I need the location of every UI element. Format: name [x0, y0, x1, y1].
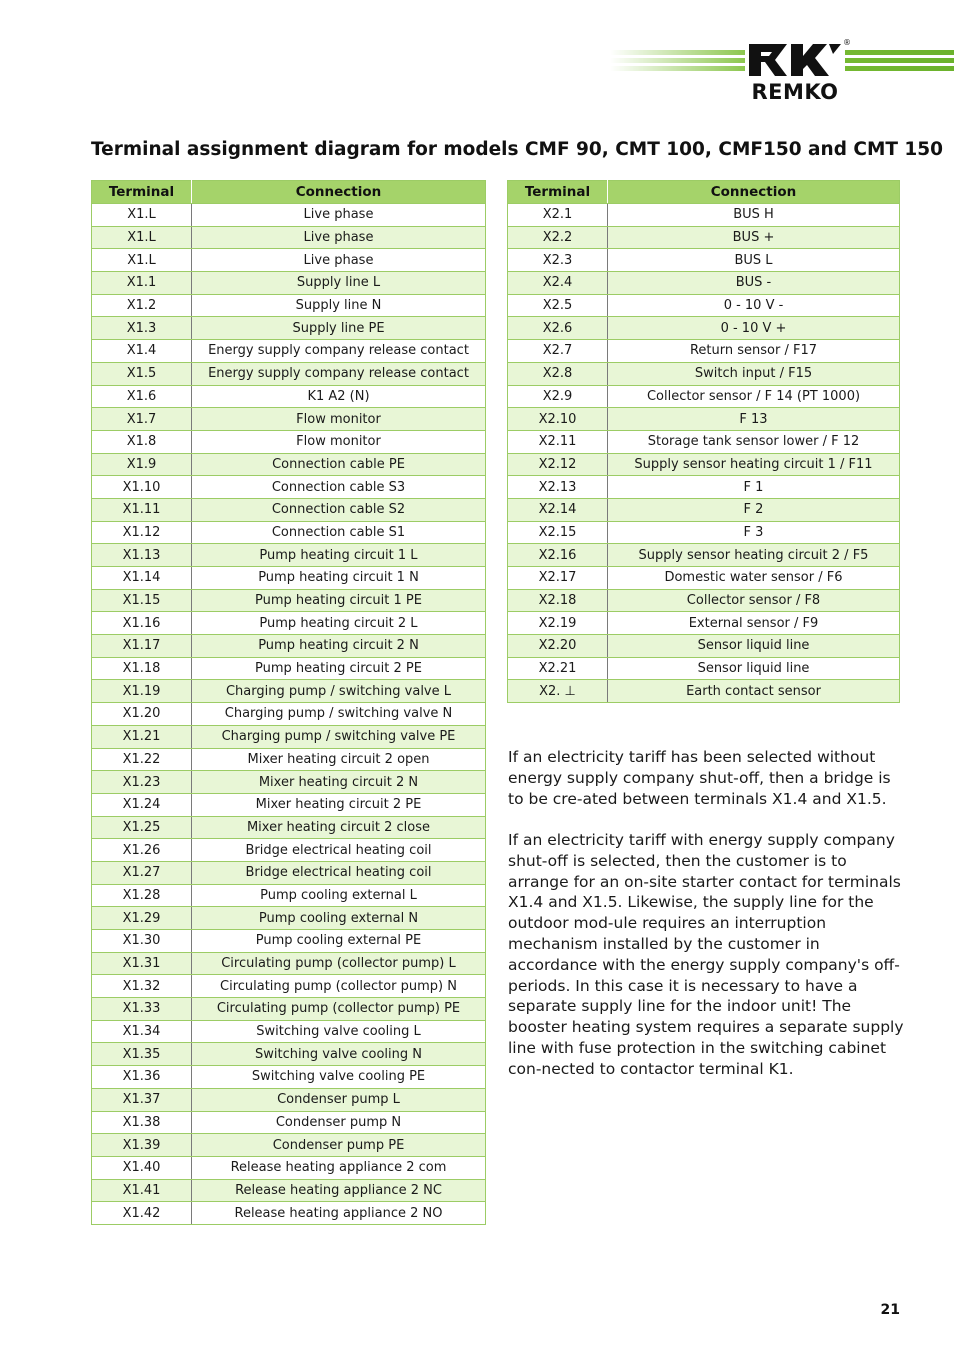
- connection-cell: BUS +: [608, 226, 900, 249]
- table-row: [92, 498, 486, 521]
- terminal-cell: X1.9: [92, 453, 192, 476]
- connection-cell: K1 A2 (N): [192, 385, 486, 408]
- terminal-cell: X1.15: [92, 589, 192, 612]
- table-row: [508, 544, 900, 567]
- connection-cell: Charging pump / switching valve L: [192, 680, 486, 703]
- table-row: [508, 680, 900, 703]
- terminal-cell: X1.5: [92, 362, 192, 385]
- table-row: [92, 430, 486, 453]
- table-row: [508, 521, 900, 544]
- table-row: [92, 816, 486, 839]
- table-row: [92, 680, 486, 703]
- logo-text: REMKO: [751, 80, 839, 104]
- connection-cell: Energy supply company release contact: [192, 362, 486, 385]
- terminal-cell: X2.6: [508, 317, 608, 340]
- terminal-cell: X2.2: [508, 226, 608, 249]
- table-row: [92, 861, 486, 884]
- table-row: [92, 249, 486, 272]
- connection-cell: Sensor liquid line: [608, 657, 900, 680]
- table-header-row: [508, 181, 900, 204]
- page-title: Terminal assignment diagram for models CMF 90, CMT 100, CMF150 and CMT 150: [91, 139, 944, 160]
- terminal-cell: X1.35: [92, 1043, 192, 1066]
- connection-cell: Switching valve cooling N: [192, 1043, 486, 1066]
- registered-mark: ®: [843, 38, 851, 47]
- connection-cell: 0 - 10 V +: [608, 317, 900, 340]
- connection-cell: Pump cooling external N: [192, 907, 486, 930]
- table-header-row: [92, 181, 486, 204]
- connection-cell: F 13: [608, 408, 900, 431]
- connection-cell: Condenser pump PE: [192, 1134, 486, 1157]
- terminal-cell: X1.22: [92, 748, 192, 771]
- table-row: [92, 204, 486, 227]
- terminal-cell: X1.30: [92, 930, 192, 953]
- table-row: [508, 476, 900, 499]
- terminal-cell: X2.9: [508, 385, 608, 408]
- table-row: [508, 408, 900, 431]
- terminal-cell: X1.L: [92, 249, 192, 272]
- terminal-cell: X1.18: [92, 657, 192, 680]
- connection-cell: BUS -: [608, 272, 900, 295]
- connection-cell: Connection cable S1: [192, 521, 486, 544]
- connection-cell: Energy supply company release contact: [192, 340, 486, 363]
- connection-cell: Bridge electrical heating coil: [192, 839, 486, 862]
- table-row: [92, 1156, 486, 1179]
- note-paragraph-bridge: If an electricity tariff has been selected without energy supply company shut-off, then a bridge is to be cre-ated between terminals X1.4 and X1.5.: [508, 748, 891, 808]
- table-row: [92, 1088, 486, 1111]
- connection-cell: Storage tank sensor lower / F 12: [608, 430, 900, 453]
- connection-cell: Domestic water sensor / F6: [608, 567, 900, 590]
- table-row: [92, 975, 486, 998]
- terminal-cell: X2.14: [508, 498, 608, 521]
- terminal-cell: X1.40: [92, 1156, 192, 1179]
- terminal-cell: X1.14: [92, 567, 192, 590]
- terminal-cell: X2.21: [508, 657, 608, 680]
- terminal-cell: X1.33: [92, 998, 192, 1021]
- note-paragraph-shutoff: If an electricity tariff with energy supply company shut-off is selected, then the customer is to arrange for an on-site starter contact for terminals X1.4 and X1.5. Likewise, the supply line for the outdoor mod-ule requires an interruption mechanism installed by the customer in accordance with the energy supply company's off-periods. In this case it is necessary to have a separate supply line for the indoor unit! The booster heating system requires a separate supply line with fuse protection in the switching cabinet con-nected to contactor terminal K1.: [508, 831, 904, 1078]
- connection-cell: Pump heating circuit 1 N: [192, 567, 486, 590]
- table-row: [508, 635, 900, 658]
- terminal-cell: X1.25: [92, 816, 192, 839]
- table-row: [92, 1020, 486, 1043]
- terminal-cell: X1.32: [92, 975, 192, 998]
- terminal-cell: X2.18: [508, 589, 608, 612]
- terminal-cell: X2.12: [508, 453, 608, 476]
- column-header-connection: Connection: [192, 181, 486, 204]
- table-row: [92, 703, 486, 726]
- table-row: [508, 317, 900, 340]
- remko-logo-mark-icon: [745, 40, 845, 80]
- terminal-cell: X2.3: [508, 249, 608, 272]
- terminal-cell: X2.7: [508, 340, 608, 363]
- table-row: [508, 498, 900, 521]
- table-row: [508, 657, 900, 680]
- table-row: [508, 589, 900, 612]
- terminal-cell: X1.39: [92, 1134, 192, 1157]
- table-row: [92, 317, 486, 340]
- table-row: [92, 567, 486, 590]
- table-row: [92, 408, 486, 431]
- table-row: [92, 771, 486, 794]
- terminal-cell: X1.38: [92, 1111, 192, 1134]
- table-row: [92, 635, 486, 658]
- connection-cell: 0 - 10 V -: [608, 294, 900, 317]
- connection-cell: Mixer heating circuit 2 PE: [192, 793, 486, 816]
- terminal-cell: X1.6: [92, 385, 192, 408]
- table-row: [508, 362, 900, 385]
- table-row: [92, 1134, 486, 1157]
- connection-cell: Switch input / F15: [608, 362, 900, 385]
- connection-cell: Circulating pump (collector pump) L: [192, 952, 486, 975]
- connection-cell: Supply sensor heating circuit 2 / F5: [608, 544, 900, 567]
- connection-cell: F 1: [608, 476, 900, 499]
- terminal-cell: X1.4: [92, 340, 192, 363]
- table-row: [92, 612, 486, 635]
- terminal-cell: X1.34: [92, 1020, 192, 1043]
- terminal-cell: X1.L: [92, 226, 192, 249]
- connection-cell: Pump heating circuit 2 PE: [192, 657, 486, 680]
- connection-cell: Live phase: [192, 249, 486, 272]
- terminal-cell: X2.8: [508, 362, 608, 385]
- table-row: [92, 839, 486, 862]
- table-row: [92, 340, 486, 363]
- table-row: [92, 544, 486, 567]
- table-row: [92, 362, 486, 385]
- right-terminal-table: [507, 180, 900, 703]
- table-row: [92, 589, 486, 612]
- table-row: [92, 1179, 486, 1202]
- terminal-cell: X1.17: [92, 635, 192, 658]
- connection-cell: Release heating appliance 2 NC: [192, 1179, 486, 1202]
- connection-cell: Supply line N: [192, 294, 486, 317]
- connection-cell: Circulating pump (collector pump) N: [192, 975, 486, 998]
- remko-logo: [745, 38, 851, 104]
- terminal-cell: X1.28: [92, 884, 192, 907]
- terminal-cell: X1.8: [92, 430, 192, 453]
- table-row: [92, 453, 486, 476]
- connection-cell: Charging pump / switching valve N: [192, 703, 486, 726]
- table-row: [92, 657, 486, 680]
- terminal-cell: X2. ⊥: [508, 680, 608, 703]
- terminal-cell: X1.11: [92, 498, 192, 521]
- terminal-cell: X1.37: [92, 1088, 192, 1111]
- terminal-cell: X2.19: [508, 612, 608, 635]
- table-row: [508, 294, 900, 317]
- table-row: [508, 567, 900, 590]
- table-row: [92, 521, 486, 544]
- table-row: [92, 1111, 486, 1134]
- connection-cell: Mixer heating circuit 2 N: [192, 771, 486, 794]
- connection-cell: Flow monitor: [192, 430, 486, 453]
- table-row: [92, 1202, 486, 1225]
- terminal-cell: X1.24: [92, 793, 192, 816]
- connection-cell: Release heating appliance 2 NO: [192, 1202, 486, 1225]
- connection-cell: Condenser pump N: [192, 1111, 486, 1134]
- table-row: [92, 793, 486, 816]
- column-header-connection: Connection: [608, 181, 900, 204]
- connection-cell: Bridge electrical heating coil: [192, 861, 486, 884]
- table-row: [92, 748, 486, 771]
- table-row: [92, 952, 486, 975]
- connection-cell: Pump heating circuit 1 PE: [192, 589, 486, 612]
- table-row: [92, 930, 486, 953]
- connection-cell: Connection cable S2: [192, 498, 486, 521]
- terminal-cell: X1.7: [92, 408, 192, 431]
- terminal-cell: X1.21: [92, 725, 192, 748]
- terminal-cell: X2.16: [508, 544, 608, 567]
- terminal-cell: X1.16: [92, 612, 192, 635]
- connection-cell: F 3: [608, 521, 900, 544]
- connection-cell: Connection cable PE: [192, 453, 486, 476]
- terminal-cell: X2.20: [508, 635, 608, 658]
- terminal-cell: X1.20: [92, 703, 192, 726]
- table-row: [92, 476, 486, 499]
- connection-cell: Pump heating circuit 2 L: [192, 612, 486, 635]
- connection-cell: Live phase: [192, 226, 486, 249]
- terminal-cell: X1.19: [92, 680, 192, 703]
- terminal-cell: X2.10: [508, 408, 608, 431]
- left-terminal-table: [91, 180, 486, 1225]
- table-row: [92, 272, 486, 295]
- table-row: [92, 884, 486, 907]
- terminal-cell: X1.12: [92, 521, 192, 544]
- connection-cell: Release heating appliance 2 com: [192, 1156, 486, 1179]
- connection-cell: Supply line PE: [192, 317, 486, 340]
- terminal-cell: X2.15: [508, 521, 608, 544]
- table-row: [92, 1066, 486, 1089]
- terminal-cell: X1.10: [92, 476, 192, 499]
- terminal-cell: X1.23: [92, 771, 192, 794]
- terminal-cell: X2.4: [508, 272, 608, 295]
- table-row: [508, 340, 900, 363]
- table-row: [508, 249, 900, 272]
- connection-cell: Pump heating circuit 1 L: [192, 544, 486, 567]
- connection-cell: Collector sensor / F8: [608, 589, 900, 612]
- connection-cell: Mixer heating circuit 2 open: [192, 748, 486, 771]
- column-header-terminal: Terminal: [508, 181, 608, 204]
- connection-cell: Mixer heating circuit 2 close: [192, 816, 486, 839]
- terminal-cell: X1.13: [92, 544, 192, 567]
- terminal-cell: X1.42: [92, 1202, 192, 1225]
- connection-cell: External sensor / F9: [608, 612, 900, 635]
- table-row: [92, 294, 486, 317]
- terminal-cell: X2.1: [508, 204, 608, 227]
- connection-cell: Flow monitor: [192, 408, 486, 431]
- table-row: [92, 907, 486, 930]
- connection-cell: Pump cooling external L: [192, 884, 486, 907]
- connection-cell: Sensor liquid line: [608, 635, 900, 658]
- connection-cell: Return sensor / F17: [608, 340, 900, 363]
- connection-cell: Charging pump / switching valve PE: [192, 725, 486, 748]
- connection-cell: Pump heating circuit 2 N: [192, 635, 486, 658]
- terminal-cell: X2.13: [508, 476, 608, 499]
- terminal-cell: X1.27: [92, 861, 192, 884]
- connection-cell: BUS H: [608, 204, 900, 227]
- terminal-cell: X1.3: [92, 317, 192, 340]
- connection-cell: Condenser pump L: [192, 1088, 486, 1111]
- connection-cell: Collector sensor / F 14 (PT 1000): [608, 385, 900, 408]
- table-row: [92, 725, 486, 748]
- terminal-cell: X1.26: [92, 839, 192, 862]
- terminal-cell: X1.31: [92, 952, 192, 975]
- connection-cell: Circulating pump (collector pump) PE: [192, 998, 486, 1021]
- connection-cell: Earth contact sensor: [608, 680, 900, 703]
- connection-cell: Connection cable S3: [192, 476, 486, 499]
- connection-cell: F 2: [608, 498, 900, 521]
- connection-cell: Switching valve cooling PE: [192, 1066, 486, 1089]
- terminal-cell: X1.41: [92, 1179, 192, 1202]
- table-row: [508, 453, 900, 476]
- terminal-cell: X1.L: [92, 204, 192, 227]
- table-row: [92, 1043, 486, 1066]
- terminal-cell: X2.17: [508, 567, 608, 590]
- connection-cell: BUS L: [608, 249, 900, 272]
- table-row: [508, 226, 900, 249]
- table-row: [92, 385, 486, 408]
- terminal-cell: X2.11: [508, 430, 608, 453]
- table-row: [508, 272, 900, 295]
- connection-cell: Switching valve cooling L: [192, 1020, 486, 1043]
- terminal-cell: X1.1: [92, 272, 192, 295]
- table-row: [508, 385, 900, 408]
- page-number: 21: [880, 1302, 900, 1318]
- table-row: [508, 204, 900, 227]
- table-row: [508, 430, 900, 453]
- table-row: [92, 998, 486, 1021]
- table-row: [508, 612, 900, 635]
- column-header-terminal: Terminal: [92, 181, 192, 204]
- connection-cell: Pump cooling external PE: [192, 930, 486, 953]
- table-row: [92, 226, 486, 249]
- terminal-cell: X1.36: [92, 1066, 192, 1089]
- terminal-cell: X1.29: [92, 907, 192, 930]
- terminal-cell: X2.5: [508, 294, 608, 317]
- terminal-cell: X1.2: [92, 294, 192, 317]
- connection-cell: Supply sensor heating circuit 1 / F11: [608, 453, 900, 476]
- connection-cell: Live phase: [192, 204, 486, 227]
- connection-cell: Supply line L: [192, 272, 486, 295]
